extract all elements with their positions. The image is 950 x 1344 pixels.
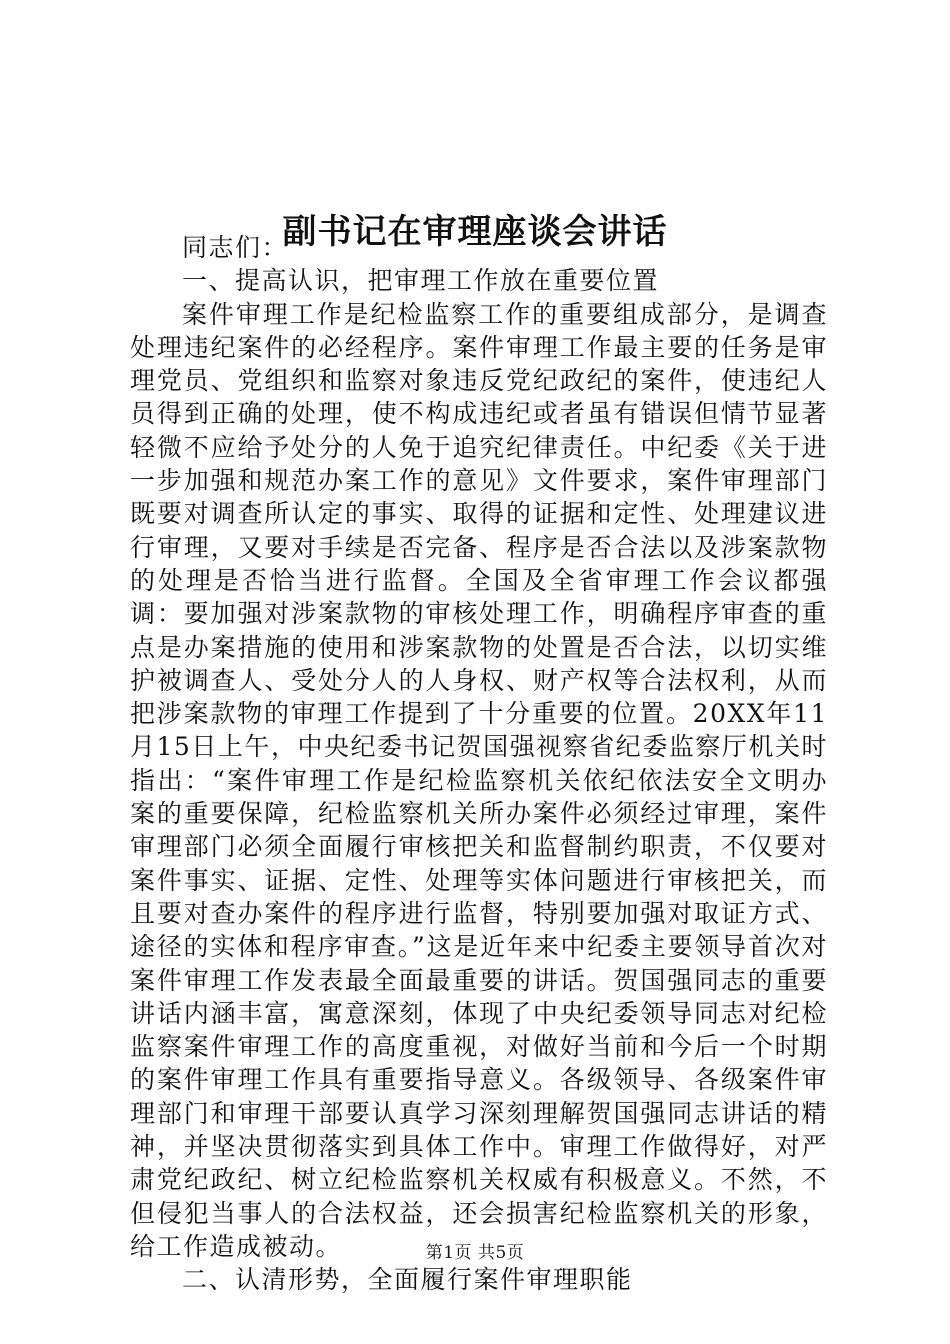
- section-heading-1: 一、提高认识，把审理工作放在重要位置: [182, 266, 660, 296]
- section-heading-2: 二、认清形势，全面履行案件审理职能: [182, 1265, 633, 1295]
- document-body: [130, 231, 828, 1297]
- document-title: 副书记在审理座谈会讲话: [282, 211, 668, 252]
- body-paragraph: 案件审理工作是纪检监察工作的重要组成部分，是调查处理违纪案件的必经程序。案件审理工作最主要的任务是审理党员、党组织和监察对象违反党纪政纪的案件，使违纪人员得到正确的处理，使不构成违纪或者虽有错误但情节显著轻微不应给予处分的人免于追究纪律责任。中纪委《关于进一步加强和规范办案工作的意见》文件要求，案件审理部门既要对调查所认定的事实、取得的证据和定性、处理建议进行审理，又要对手续是否完备、程序是否合法以及涉案款物的处理是否恰当进行监督。全国及全省审理工作会议都强调：要加强对涉案款物的审核处理工作，明确程序审查的重点是办案措施的使用和涉案款物的处置是否合法，以切实维护被调查人、受处分人的人身权、财产权等合法权利，从而把涉案款物的审理工作提到了十分重要的位置。20XX年11月15日上午，中央纪委书记贺国强视察省纪委监察厅机关时指出：“案件审理工作是纪检监察机关依纪依法安全文明办案的重要保障，纪检监察机关所办案件必须经过审理，案件审理部门必须全面履行审核把关和监督制约职责，不仅要对案件事实、证据、定性、处理等实体问题进行审核把关，而且要对查办案件的程序进行监督，特别要加强对取证方式、途径的实体和程序审查。”这是近年来中纪委主要领导首次对案件审理工作发表最全面最重要的讲话。贺国强同志的重要讲话内涵丰富，寓意深刻，体现了中央纪委领导同志对纪检监察案件审理工作的高度重视，对做好当前和今后一个时期的案件审理工作具有重要指导意义。各级领导、各级案件审理部门和审理干部要认真学习深刻理解贺国强同志讲话的精神，并坚决贯彻落实到具体工作中。审理工作做得好，对严肃党纪政纪、树立纪检监察机关权威有积极意义。不然，不但侵犯当事人的合法权益，还会损害纪检监察机关的形象，给工作造成被动。: [130, 299, 828, 1261]
- salutation: 同志们：: [182, 233, 289, 262]
- page-footer: 第1页 共5页: [425, 1243, 525, 1263]
